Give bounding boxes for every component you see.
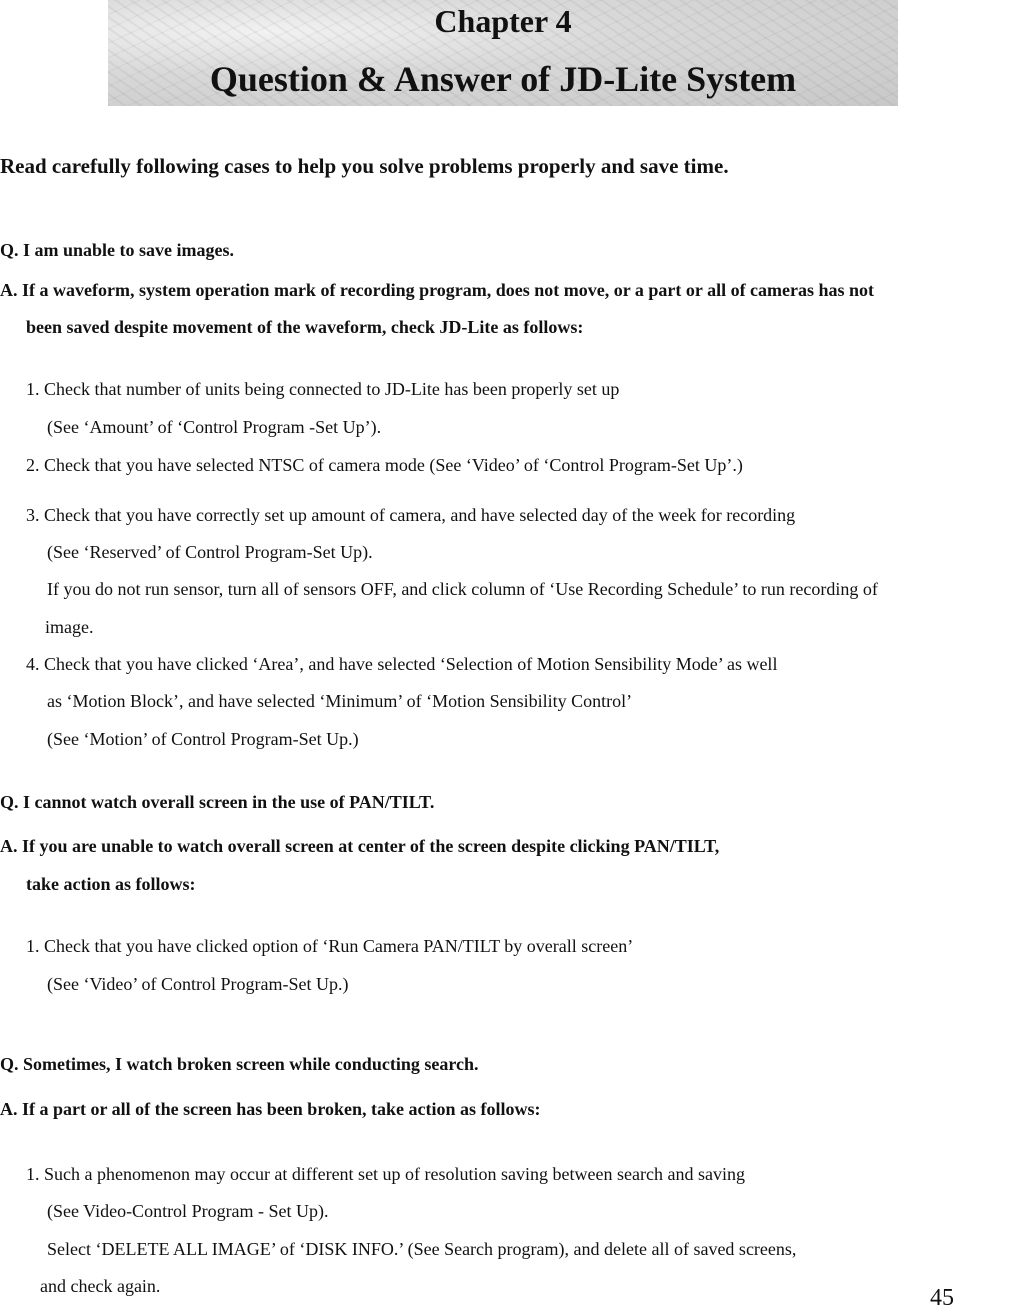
answer-1-line-1: A. If a waveform, system operation mark of recording program, does not move, or a part or all of cameras has not: [0, 280, 875, 300]
answer-1-item: (See ‘Motion’ of Control Program-Set Up.): [47, 729, 359, 749]
answer-3-item: and check again.: [40, 1276, 161, 1296]
answer-1-item: image.: [45, 617, 94, 637]
chapter-title: Question & Answer of JD-Lite System: [209, 59, 797, 99]
answer-1-item: 2. Check that you have selected NTSC of camera mode (See ‘Video’ of ‘Control Program-Set Up’.): [26, 455, 743, 475]
answer-1-item: (See ‘Amount’ of ‘Control Program -Set Up’).: [47, 417, 382, 437]
answer-2-item: (See ‘Video’ of Control Program-Set Up.): [47, 974, 349, 994]
question-2: Q. I cannot watch overall screen in the use of PAN/TILT.: [0, 792, 435, 812]
answer-1-item: If you do not run sensor, turn all of sensors OFF, and click column of ‘Use Recording Schedule’ to run recording of: [47, 579, 878, 599]
answer-2-line-2: take action as follows:: [26, 874, 196, 894]
question-3: Q. Sometimes, I watch broken screen while conducting search.: [0, 1054, 479, 1074]
answer-1-item: (See ‘Reserved’ of Control Program-Set Up).: [47, 542, 373, 562]
page-number: 45: [930, 1285, 954, 1311]
chapter-label: Chapter 4: [434, 3, 572, 39]
answer-1-item: as ‘Motion Block’, and have selected ‘Minimum’ of ‘Motion Sensibility Control’: [47, 691, 633, 711]
question-1: Q. I am unable to save images.: [0, 240, 234, 260]
answer-2-item: 1. Check that you have clicked option of ‘Run Camera PAN/TILT by overall screen’: [26, 936, 634, 956]
answer-1-item: 4. Check that you have clicked ‘Area’, and have selected ‘Selection of Motion Sensibility Mode’ as well: [26, 654, 778, 674]
answer-3-line-1: A. If a part or all of the screen has been broken, take action as follows:: [0, 1099, 541, 1119]
intro-text: Read carefully following cases to help you solve problems properly and save time.: [0, 154, 729, 178]
answer-3-item: Select ‘DELETE ALL IMAGE’ of ‘DISK INFO.’ (See Search program), and delete all of saved screens,: [47, 1239, 797, 1259]
answer-1-line-2: been saved despite movement of the waveform, check JD-Lite as follows:: [26, 317, 584, 337]
answer-3-item: (See Video-Control Program - Set Up).: [47, 1201, 329, 1221]
answer-2-line-1: A. If you are unable to watch overall screen at center of the screen despite clicking PAN/TILT,: [0, 836, 720, 856]
answer-1-item: 1. Check that number of units being connected to JD-Lite has been properly set up: [26, 379, 620, 399]
answer-3-item: 1. Such a phenomenon may occur at different set up of resolution saving between search and saving: [26, 1164, 745, 1184]
chapter-banner: [108, 0, 898, 106]
answer-1-item: 3. Check that you have correctly set up amount of camera, and have selected day of the week for recording: [26, 505, 796, 525]
